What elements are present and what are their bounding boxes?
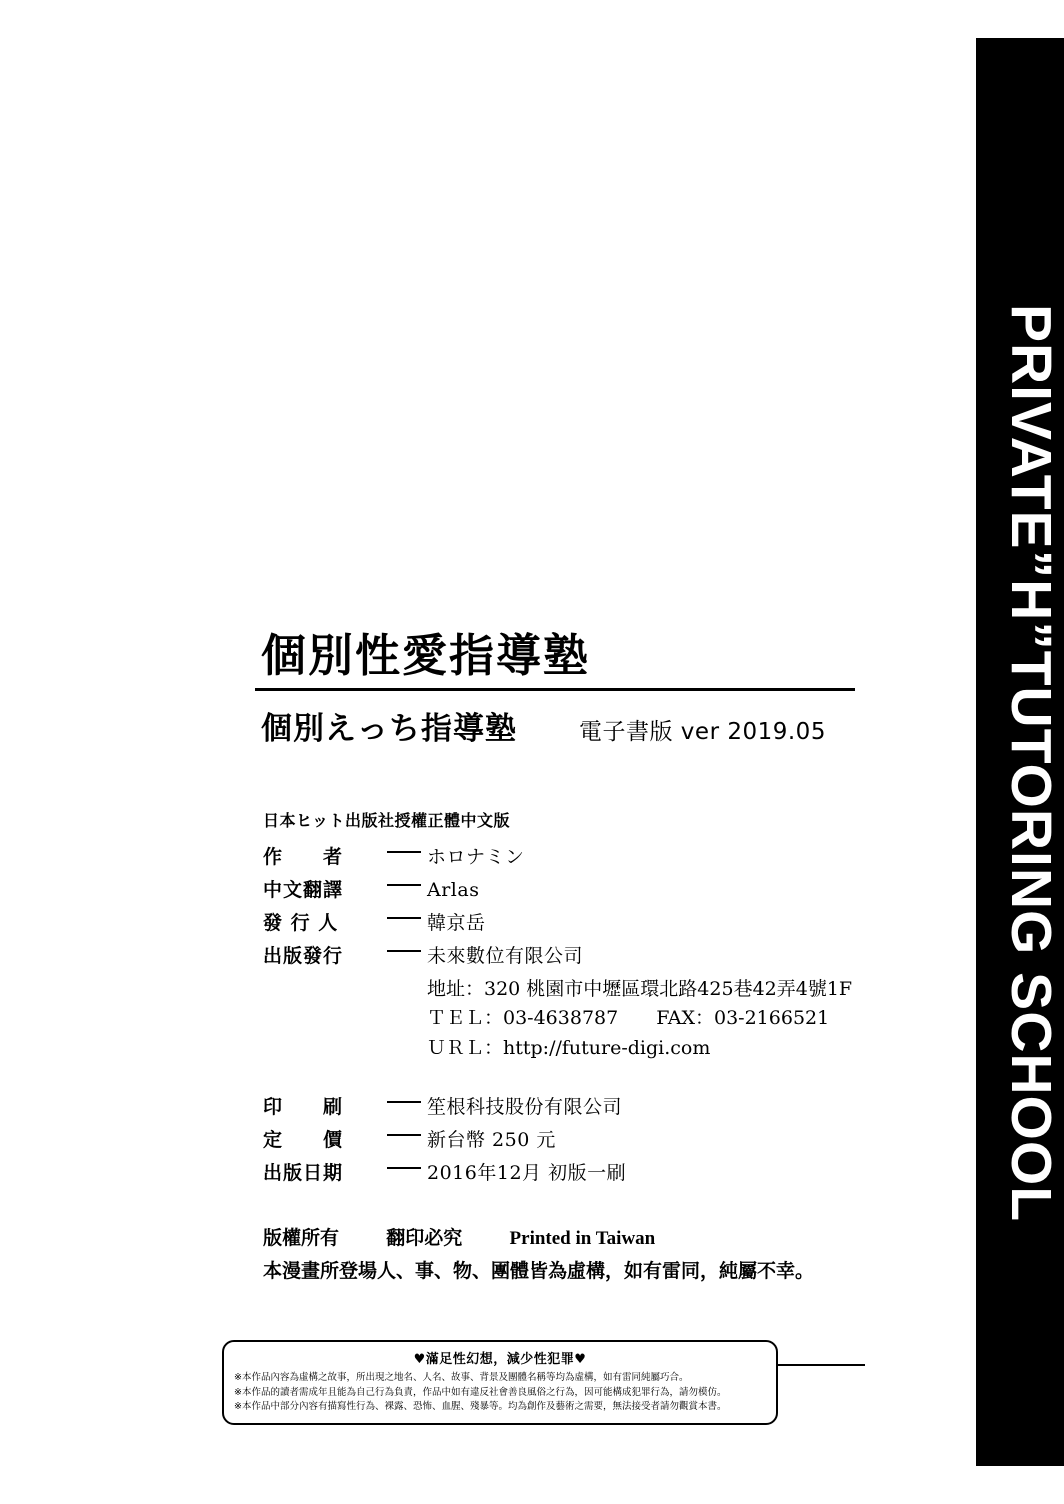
credit-dash — [381, 938, 427, 971]
rights-line-1 — [263, 1222, 865, 1255]
credit-value: 2016年12月 初版一刷 — [427, 1162, 627, 1185]
credit-label: 出版發行 — [263, 944, 344, 967]
table-row — [263, 1155, 626, 1188]
publisher-phone: ＴＥＬ：03-4638787 FAX：03-2166521 — [427, 1007, 830, 1030]
notice-line: ※本作品中部分內容有描寫性行為、裸露、恐怖、血腥、殘暴等。均為創作及藝術之需要，無法接受者請勿觀賞本書。 — [234, 1401, 727, 1413]
production-table — [263, 1089, 626, 1188]
credit-value: ホロナミン — [427, 845, 525, 868]
table-row — [263, 1122, 626, 1155]
rights-reprint: 翻印必究 — [386, 1227, 463, 1250]
publisher-address: 地址：320 桃園市中壢區環北路425巷42弄4號1F — [427, 977, 853, 1000]
credit-label: 作 者 — [263, 845, 344, 868]
edition-version: 電子書版 ver 2019.05 — [579, 718, 826, 745]
table-row — [263, 1089, 626, 1122]
credit-dash — [381, 839, 427, 872]
credit-value: 笙根科技股份有限公司 — [427, 1096, 623, 1119]
table-row — [263, 905, 583, 938]
colophon-block — [255, 630, 865, 1370]
printed-in: Printed in Taiwan — [509, 1228, 656, 1250]
notice-box — [222, 1340, 778, 1425]
page-title: 個別性愛指導塾 — [261, 629, 591, 682]
credit-label: 發 行 人 — [263, 911, 339, 934]
credit-value: 未來數位有限公司 — [427, 944, 584, 967]
credit-value: Arlas — [427, 878, 480, 901]
side-band-title: PRIVATE”H”TUTORING SCHOOL — [999, 303, 1063, 1223]
notice-line: ※本作品內容為虛構之故事，所出現之地名、人名、故事、背景及團體名稱等均為虛構，如有雷同純屬巧合。 — [234, 1372, 689, 1383]
title-divider — [255, 688, 855, 691]
credit-label: 印 刷 — [263, 1096, 344, 1119]
publisher-url: ＵＲＬ：http://future-digi.com — [427, 1036, 711, 1059]
license-note: 日本ヒット出版社授權正體中文版 — [263, 810, 511, 830]
credit-dash — [381, 905, 427, 938]
table-row — [263, 938, 583, 971]
page-subtitle: 個別えっち指導塾 — [261, 710, 517, 747]
credit-label: 中文翻譯 — [263, 878, 344, 901]
table-row — [263, 872, 583, 905]
notice-title: ♥滿足性幻想，減少性犯罪♥ — [413, 1352, 587, 1367]
credit-value: 韓京岳 — [427, 911, 486, 934]
credit-dash — [381, 1122, 427, 1155]
credit-dash — [381, 872, 427, 905]
table-row — [263, 839, 583, 872]
rights-block — [263, 1222, 865, 1288]
notice-line: ※本作品的讀者需成年且能為自己行為負責，作品中如有違反社會善良風俗之行為，因可能構成犯罪行為，請勿模仿。 — [234, 1386, 727, 1398]
credit-value: 新台幣 250 元 — [427, 1129, 556, 1152]
rights-copyright: 版權所有 — [263, 1227, 340, 1250]
credit-label: 定 價 — [263, 1129, 344, 1152]
credits-table — [263, 839, 583, 971]
credit-label: 出版日期 — [263, 1162, 344, 1185]
publisher-contact — [427, 975, 865, 1063]
credit-dash — [381, 1089, 427, 1122]
rights-line-2: 本漫畫所登場人、事、物、團體皆為虛構，如有雷同，純屬不幸。 — [263, 1260, 815, 1283]
subtitle-row — [261, 703, 865, 748]
credit-dash — [381, 1155, 427, 1188]
